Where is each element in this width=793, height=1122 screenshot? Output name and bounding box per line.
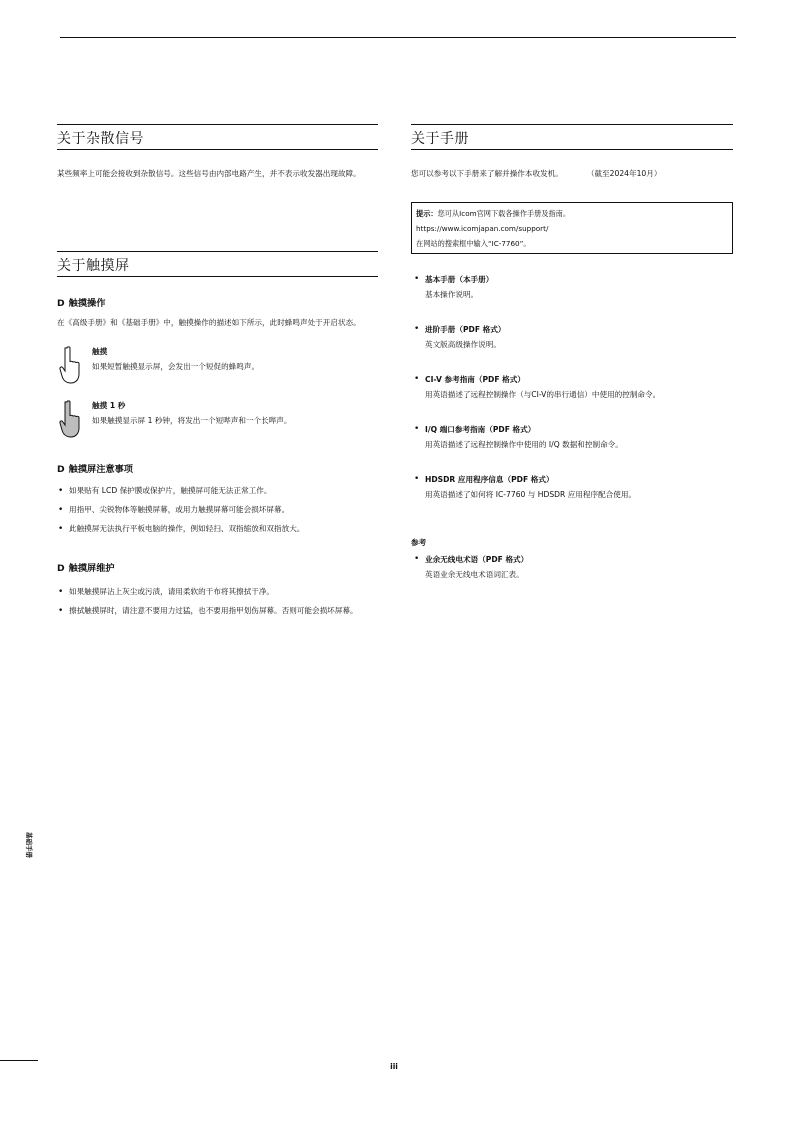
touchscreen-section (57, 251, 378, 619)
subsection-marker: D (57, 464, 65, 475)
tip-box (411, 202, 733, 254)
manual-title: • 基本手册（本手册） (425, 275, 494, 284)
reference-list (411, 552, 733, 583)
list-item: • 如果贴有 LCD 保护膜或保护片，触摸屏可能无法正常工作。 (57, 483, 378, 499)
list-item (411, 472, 733, 503)
hold-example (57, 399, 378, 443)
footer-rule (0, 1060, 38, 1061)
side-tab-label: 基础手册 (25, 832, 33, 858)
list-item: • 用指甲、尖锐物体等触摸屏幕，或用力触摸屏幕可能会损坏屏幕。 (57, 502, 378, 518)
list-item (411, 552, 733, 583)
subsection-heading (57, 463, 378, 477)
subsection-title: 触摸屏注意事项 (68, 464, 133, 475)
subsection-marker: D (57, 563, 65, 574)
page-number: iii (390, 1062, 398, 1071)
operation-text: 在《高级手册》和《基础手册》中，触摸操作的描述如下所示，此时蜂鸣声处于开启状态。 (57, 318, 361, 327)
list-item (411, 422, 733, 453)
list-item (411, 272, 733, 303)
intro-text: 您可以参考以下手册来了解并操作本收发机。 (411, 169, 563, 178)
manual-title: • 进阶手册（PDF 格式） (425, 325, 506, 334)
manual-title: • HDSDR 应用程序信息（PDF 格式） (425, 475, 554, 484)
manual-desc: 用英语描述了如何将 IC-7760 与 HDSDR 应用程序配合使用。 (425, 490, 637, 499)
maintenance-list (57, 584, 378, 619)
subsection-title: 触摸操作 (68, 298, 106, 309)
subsection-heading (57, 562, 378, 576)
header-rule (60, 37, 736, 38)
hold-title: 触摸 1 秒 (92, 401, 126, 410)
manual-desc: 英文版高级操作说明。 (425, 340, 501, 349)
section-header (57, 251, 378, 277)
manuals-list (411, 272, 733, 503)
subsection-title: 触摸屏维护 (68, 563, 115, 574)
date-note: （截至2024年10月） (586, 169, 662, 178)
manual-title: • I/Q 端口参考指南（PDF 格式） (425, 425, 536, 434)
touch-example-text (92, 345, 259, 375)
list-item (411, 322, 733, 353)
reference-block (411, 535, 733, 583)
side-tab (24, 832, 36, 872)
manual-desc: 英语业余无线电术语词汇表。 (425, 570, 524, 579)
section-header (57, 124, 378, 150)
section-title: 关于杂散信号 (57, 131, 144, 147)
manual-desc: 用英语描述了远程控制操作中使用的 I/Q 数据和控制命令。 (425, 440, 623, 449)
manual-title: • CI-V 参考指南（PDF 格式） (425, 375, 525, 384)
list-item (411, 372, 733, 403)
hold-example-text (92, 399, 292, 429)
hold-desc: 如果触摸显示屏 1 秒钟，将发出一个短哔声和一个长哔声。 (92, 416, 292, 425)
subsection-marker: D (57, 298, 65, 309)
section-text: 某些频率上可能会接收到杂散信号。这些信号由内部电路产生，并不表示收发器出现故障。 (57, 169, 361, 178)
manuals-intro (411, 166, 733, 182)
touch-example (57, 345, 378, 389)
precautions-list (57, 483, 378, 537)
tip-url[interactable]: https://www.icomjapan.com/support/ (416, 224, 549, 233)
right-column (411, 124, 733, 583)
maintenance-block (57, 562, 378, 619)
manual-desc: 基本操作说明。 (425, 290, 479, 299)
left-column (57, 124, 378, 622)
section-title: 关于触摸屏 (57, 258, 130, 274)
list-item: • 如果触摸屏沾上灰尘或污渍，请用柔软的干布将其擦拭干净。 (57, 584, 378, 600)
list-item: • 此触摸屏无法执行平板电脑的操作，例如轻扫、双指缩放和双指放大。 (57, 521, 378, 537)
spurious-section (57, 124, 378, 182)
tip-line (416, 206, 727, 221)
section-title: 关于手册 (411, 131, 469, 147)
tip-line-3: 在网站的搜索框中输入“IC-7760”。 (416, 239, 531, 248)
manual-desc: 用英语描述了远程控制操作（与CI-V的串行通信）中使用的控制命令。 (425, 390, 661, 399)
tip-label: 提示： (416, 209, 438, 218)
hand-hold-icon (57, 399, 89, 443)
subsection-heading (57, 297, 378, 311)
touch-title: 触摸 (92, 347, 108, 356)
precautions-block (57, 463, 378, 537)
tip-line-1: 您可从Icom官网下载各操作手册及指南。 (437, 209, 571, 218)
list-item: • 擦拭触摸屏时，请注意不要用力过猛，也不要用指甲划伤屏幕。否则可能会损坏屏幕。 (57, 603, 378, 619)
touch-operation-block (57, 297, 378, 443)
touch-desc: 如果短暂触摸显示屏，会发出一个短促的蜂鸣声。 (92, 362, 260, 371)
section-header (411, 124, 733, 150)
manual-title: • 业余无线电术语（PDF 格式） (425, 555, 529, 564)
reference-heading: 参考 (411, 538, 427, 547)
hand-touch-icon (57, 345, 89, 389)
